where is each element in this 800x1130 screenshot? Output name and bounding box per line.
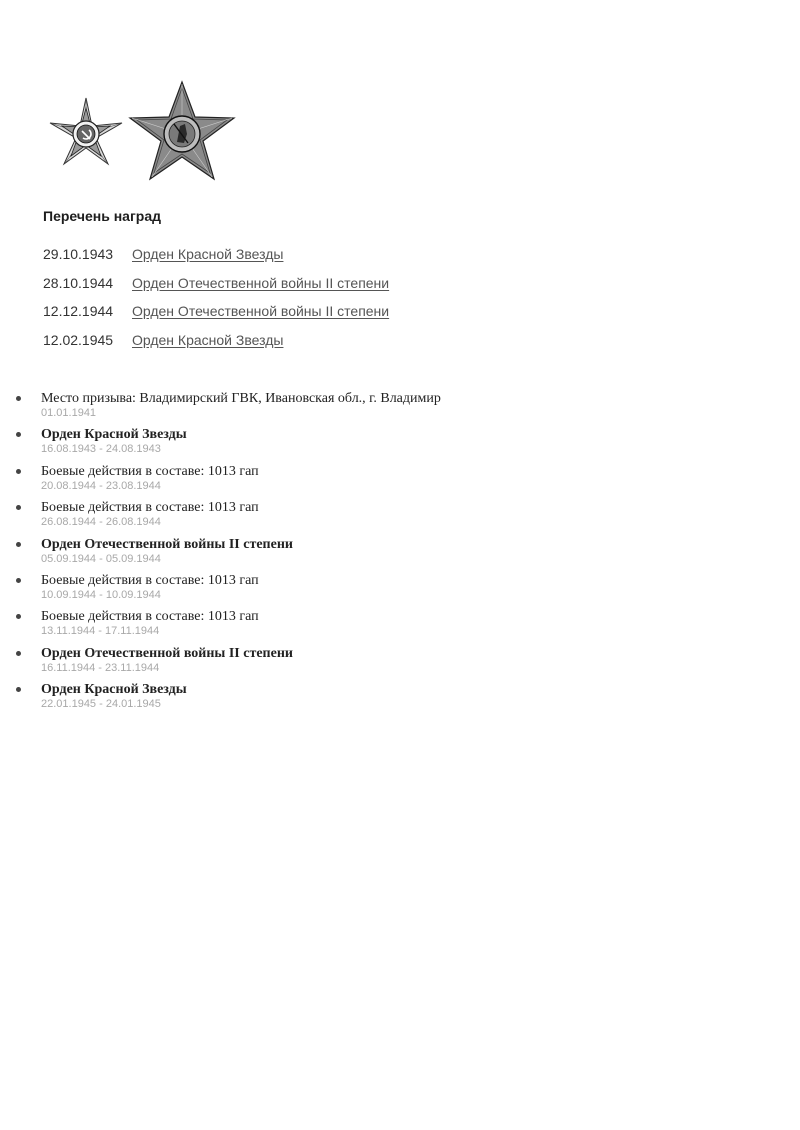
- event-date: 13.11.1944 - 17.11.1944: [41, 625, 160, 638]
- event-title: Орден Отечественной войны II степени: [41, 536, 293, 552]
- award-link[interactable]: Орден Отечественной войны II степени: [132, 303, 390, 319]
- bullet-icon: [16, 542, 21, 547]
- awards-title: Перечень наград: [43, 208, 162, 224]
- event-title: Боевые действия в составе: 1013 гап: [41, 500, 259, 516]
- events-list: [14, 390, 441, 718]
- event-item: [14, 608, 441, 644]
- award-row: [43, 275, 389, 304]
- event-title: Место призыва: Владимирский ГВК, Ивановская обл., г. Владимир: [41, 391, 441, 406]
- bullet-icon: [16, 687, 21, 692]
- event-item: [14, 499, 441, 535]
- event-date: 26.08.1944 - 26.08.1944: [41, 516, 161, 529]
- order-patriotic-war-icon: [46, 94, 126, 174]
- award-date: 28.10.1944: [43, 274, 114, 291]
- bullet-icon: [16, 432, 21, 437]
- bullet-icon: [16, 505, 21, 510]
- event-date: 22.01.1945 - 24.01.1945: [41, 698, 161, 711]
- award-date: 12.02.1945: [43, 331, 114, 348]
- award-row: [43, 332, 389, 361]
- award-link[interactable]: Орден Красной Звезды: [132, 246, 284, 262]
- event-item: [14, 536, 441, 572]
- event-item: [14, 645, 441, 681]
- awards-list: [43, 246, 389, 360]
- event-date: 10.09.1944 - 10.09.1944: [41, 588, 161, 601]
- award-link[interactable]: Орден Отечественной войны II степени: [132, 274, 390, 291]
- event-date: 20.08.1944 - 23.08.1944: [41, 479, 161, 492]
- bullet-icon: [16, 396, 21, 401]
- bullet-icon: [16, 469, 21, 474]
- event-date: 05.09.1944 - 05.09.1944: [41, 552, 161, 565]
- event-item: [14, 681, 441, 717]
- event-date: 16.08.1943 - 24.08.1943: [41, 443, 161, 456]
- bullet-icon: [16, 578, 21, 583]
- event-title: Боевые действия в составе: 1013 гап: [41, 572, 259, 588]
- event-title: Орден Красной Звезды: [41, 682, 187, 698]
- event-item: [14, 426, 441, 462]
- award-date: 12.12.1944: [43, 303, 114, 319]
- award-row: [43, 303, 389, 332]
- order-red-star-icon: [128, 80, 236, 184]
- event-date: 16.11.1944 - 23.11.1944: [41, 661, 160, 674]
- award-date: 29.10.1943: [43, 246, 114, 262]
- event-item: [14, 390, 441, 426]
- event-date: 01.01.1941: [41, 407, 97, 419]
- event-title: Орден Красной Звезды: [41, 427, 187, 443]
- bullet-icon: [16, 651, 21, 656]
- event-item: [14, 572, 441, 608]
- bullet-icon: [16, 614, 21, 619]
- award-row: [43, 246, 389, 275]
- medals-image: [46, 80, 246, 190]
- award-link[interactable]: Орден Красной Звезды: [132, 331, 284, 348]
- event-title: Орден Отечественной войны II степени: [41, 645, 293, 661]
- event-item: [14, 463, 441, 499]
- event-title: Боевые действия в составе: 1013 гап: [41, 463, 259, 479]
- event-title: Боевые действия в составе: 1013 гап: [41, 609, 259, 625]
